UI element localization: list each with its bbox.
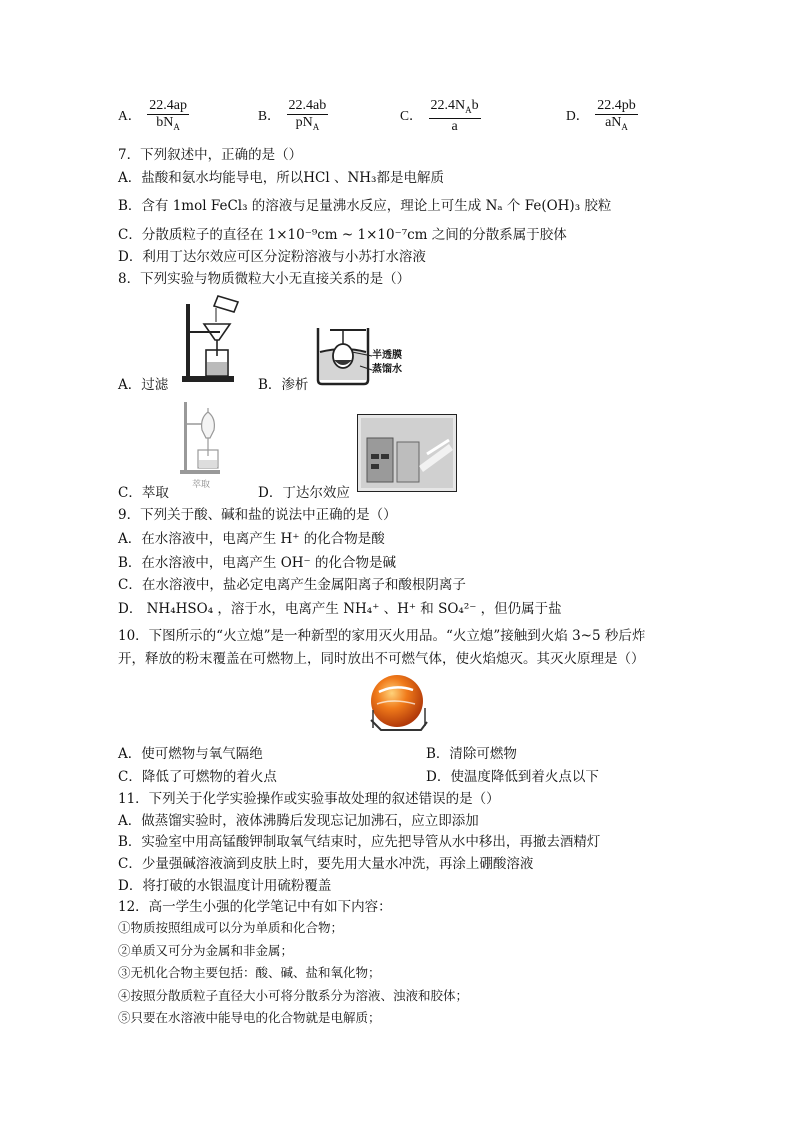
numerator: 22.4ap xyxy=(149,98,187,113)
q9-option-c: C．在水溶液中，盐必定电离产生金属阳离子和酸根阴离子 xyxy=(118,577,466,593)
fraction xyxy=(287,98,329,135)
q10-stem-line1: 10．下图所示的“火立熄”是一种新型的家用灭火用品。“火立熄”接触到火焰 3~5 秒后炸 xyxy=(118,628,646,644)
membrane-label: 半透膜 xyxy=(372,350,402,361)
q6-option-b xyxy=(258,98,328,135)
denominator: a xyxy=(451,118,458,134)
extraction-caption: 萃取 xyxy=(192,480,211,490)
distilled-water-label: 蒸馏水 xyxy=(372,364,402,375)
fraction xyxy=(595,98,638,135)
q12-item: ③无机化合物主要包括：酸、碱、盐和氧化物； xyxy=(118,965,381,980)
q8-option-c: C．萃取 xyxy=(118,485,169,501)
filtration-apparatus-image xyxy=(178,292,250,386)
q12-item: ④按照分散质粒子直径大小可将分散系分为溶液、浊液和胶体； xyxy=(118,988,469,1003)
extraction-apparatus-image xyxy=(178,400,230,478)
numerator: $22.4N_Ab$ xyxy=(429,98,481,119)
option-label: D． xyxy=(566,108,590,124)
q11-option-a: A．做蒸馏实验时，液体沸腾后发现忘记加沸石，应立即添加 xyxy=(118,813,479,829)
q6-option-a xyxy=(118,98,189,135)
q8-option-a: A．过滤 xyxy=(118,377,169,393)
q12-stem: 12．高一学生小强的化学笔记中有如下内容： xyxy=(118,899,392,915)
denominator: $aN_A$ xyxy=(605,115,628,132)
q7-stem: 7．下列叙述中，正确的是（） xyxy=(118,147,303,163)
option-label: B． xyxy=(258,108,281,124)
q8-option-d: D．丁达尔效应 xyxy=(258,485,350,501)
q10-option-b: B．清除可燃物 xyxy=(426,746,517,762)
q7-option-c: C．分散质粒子的直径在 1×10⁻⁹cm ~ 1×10⁻⁷cm 之间的分散系属于胶体 xyxy=(118,227,567,243)
q8-stem: 8．下列实验与物质微粒大小无直接关系的是（） xyxy=(118,271,411,287)
q7-option-d: D．利用丁达尔效应可区分淀粉溶液与小苏打水溶液 xyxy=(118,249,426,265)
q10-option-a: A．使可燃物与氧气隔绝 xyxy=(118,746,263,762)
tyndall-effect-photo xyxy=(357,414,457,492)
denominator: $pN_A$ xyxy=(295,115,320,132)
q12-item: ①物质按照组成可以分为单质和化合物； xyxy=(118,920,344,935)
option-label: C． xyxy=(400,108,423,124)
q7-option-a: A．盐酸和氨水均能导电，所以HCl 、NH₃都是电解质 xyxy=(118,170,444,186)
q7-option-b: B．含有 1mol FeCl₃ 的溶液与足量沸水反应，理论上可生成 Nₐ 个 Fe(OH)₃ 胶粒 xyxy=(118,198,612,214)
q10-option-c: C．降低了可燃物的着火点 xyxy=(118,769,277,785)
option-label: A． xyxy=(118,108,142,124)
q11-stem: 11．下列关于化学实验操作或实验事故处理的叙述错误的是（） xyxy=(118,791,500,807)
q10-stem-line2: 开，释放的粉末覆盖在可燃物上，同时放出不可燃气体，使火焰熄灭。其灭火原理是（） xyxy=(118,651,645,667)
q9-option-b: B．在水溶液中，电离产生 OH⁻ 的化合物是碱 xyxy=(118,555,396,571)
q9-option-a: A．在水溶液中，电离产生 H⁺ 的化合物是酸 xyxy=(118,531,385,547)
fraction xyxy=(147,98,189,135)
q12-item: ②单质又可分为金属和非金属； xyxy=(118,943,294,958)
q8-option-b: B．渗析 xyxy=(258,377,309,393)
fraction xyxy=(429,98,481,135)
q11-option-d: D．将打破的水银温度计用硫粉覆盖 xyxy=(118,878,332,894)
fire-extinguisher-ball-image xyxy=(365,670,433,738)
denominator: $bN_A$ xyxy=(156,115,180,132)
q11-option-c: C．少量强碱溶液滴到皮肤上时，要先用大量水冲洗，再涂上硼酸溶液 xyxy=(118,856,534,872)
numerator: 22.4ab xyxy=(288,98,327,113)
q6-option-d xyxy=(566,98,638,135)
q9-stem: 9．下列关于酸、碱和盐的说法中正确的是（） xyxy=(118,507,397,523)
q12-item: ⑤只要在水溶液中能导电的化合物就是电解质； xyxy=(118,1010,381,1025)
q6-option-c xyxy=(400,98,481,135)
numerator: 22.4pb xyxy=(597,98,636,113)
q10-option-d: D．使温度降低到着火点以下 xyxy=(426,769,599,785)
q11-option-b: B．实验室中用高锰酸钾制取氧气结束时，应先把导管从水中移出，再撤去酒精灯 xyxy=(118,834,601,850)
q9-option-d: D． NH₄HSO₄ ，溶于水，电离产生 NH₄⁺ 、H⁺ 和 SO₄²⁻ ，但仍属于盐 xyxy=(118,601,562,617)
